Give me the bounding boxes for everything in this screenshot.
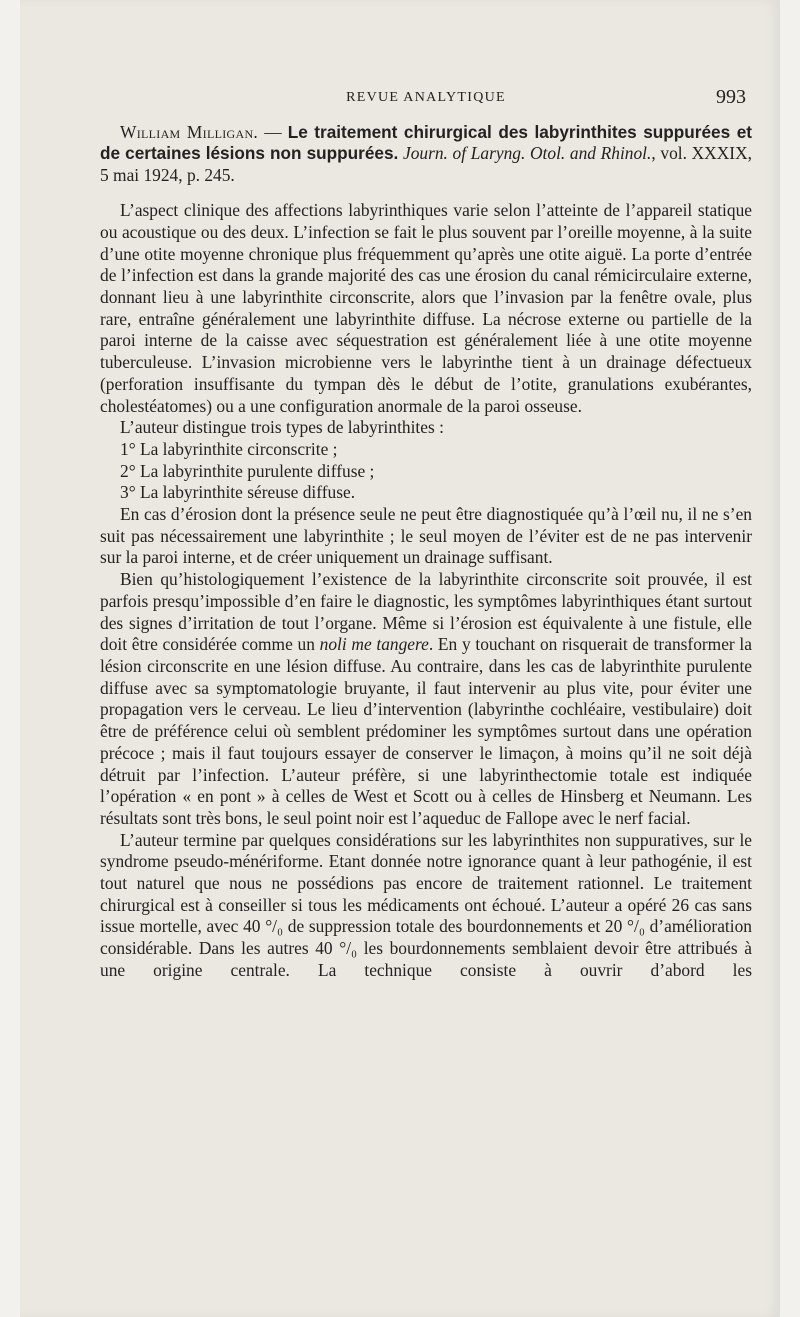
paragraph-4 [100, 569, 752, 829]
list-item: 1° La labyrinthite circonscrite ; [120, 438, 338, 459]
article-author: William Milligan. [120, 122, 259, 142]
journal-name: Journ. of Laryng. Otol. and Rhinol. [402, 143, 652, 164]
list-item: 3° La labyrinthite séreuse diffuse. [120, 482, 356, 503]
article-heading [100, 122, 752, 186]
running-title: REVUE ANALYTIQUE [346, 90, 506, 105]
page-sheet [20, 0, 780, 1317]
paragraph-4-start: Bien qu’histologiquement l’existence de la labyrinthite circonscrite soit prouvée, il est parfois presqu’impossible d’en faire le diagnostic, les symptômes labyrinthiques étant surtout des signes d’irritation de tout l’organe. Même si l’érosion est équivalente à une fistule, elle doit être considérée comme un [100, 569, 752, 655]
list-item: 2° La labyrinthite purulente diffuse ; [120, 460, 375, 481]
page-number: 993 [716, 86, 746, 108]
article-title: Le traitement chirurgical des labyrinthites suppurées et de certaines lésions non suppurées. [100, 122, 752, 164]
heading-dash: — [258, 122, 288, 142]
paragraph-3: En cas d’érosion dont la présence seule ne peut être diagnostiquée qu’à l’œil nu, il ne s’en suit pas nécessairement une labyrinthite ; le seul moyen de l’éviter est de ne pas intervenir sur la paroi interne, et de créer uniquement un drainage suffisant. [100, 504, 752, 568]
paragraph-4-end: . En y touchant on risquerait de transformer la lésion circonscrite en une lésion diffuse. Au contraire, dans les cas de labyrinthite purulente diffuse avec sa symptomatologie bruyante, il faut intervenir au plus vite, pour éviter une propagation vers le cerveau. Le lieu d’intervention (labyrinthe cochléaire, vestibulaire) doit être de préférence celui où semblent prédominer les symptômes surtout dans une opération précoce ; mais il faut toujours essayer de conserver le limaçon, à moins qu’il ne soit déjà détruit par l’infection. L’auteur préfère, si une labyrinthectomie totale est indiquée l’opération « en pont » à celles de West et Scott ou à celles de Hinsberg et Neumann. Les résultats sont très bons, le seul point noir est l’aqueduc de Fallope avec le nerf facial. [100, 634, 752, 828]
paragraph-5: L’auteur termine par quelques considérations sur les labyrinthites non suppuratives, sur le syndrome pseudo-ménériforme. Etant donnée notre ignorance quant à leur pathogénie, il est tout naturel que nous ne possédions pas encore de traitement rationnel. Le traitement chirurgical est à conseiller si tous les médicaments ont échoué. L’auteur a opéré 26 cas sans issue mortelle, avec 40 °/₀ de suppression totale des bourdonnements et 20 °/₀ d’amélioration considérable. Dans les autres 40 °/₀ les bourdonnements semblaient devoir être attribués à une origine centrale. La technique consiste à ouvrir d’abord les [100, 829, 752, 980]
running-header [100, 82, 752, 122]
paragraph-2: L’auteur distingue trois types de labyrinthites : [120, 417, 444, 438]
latin-phrase: noli me tangere [319, 634, 429, 655]
journal-citation: , vol. XXXIX, 5 mai 1924, p. 245. [100, 143, 752, 185]
paragraph-1: L’aspect clinique des affections labyrinthiques varie selon l’atteinte de l’appareil statique ou acoustique ou des deux. L’infection se fait le plus souvent par l’oreille moyenne, à la suite d’une otite moyenne chronique plus fréquemment qu’après une otite aiguë. La porte d’entrée de l’infection est dans la grande majorité des cas une érosion du canal rémicirculaire externe, donnant lieu à une labyrinthite circonscrite, alors que l’invasion par la fenêtre ovale, plus rare, entraîne généralement une labyrinthite diffuse. La nécrose externe ou partielle de la paroi interne de la caisse avec séquestration est généralement liée à une otite moyenne tuberculeuse. L’invasion microbienne vers le labyrinthe tient à un drainage défectueux (perforation insuffisante du tympan dès le début de l’otite, granulations exubérantes, cholestéatomes) ou a une configuration anormale de la paroi osseuse. [100, 200, 752, 416]
page-text [100, 82, 752, 982]
